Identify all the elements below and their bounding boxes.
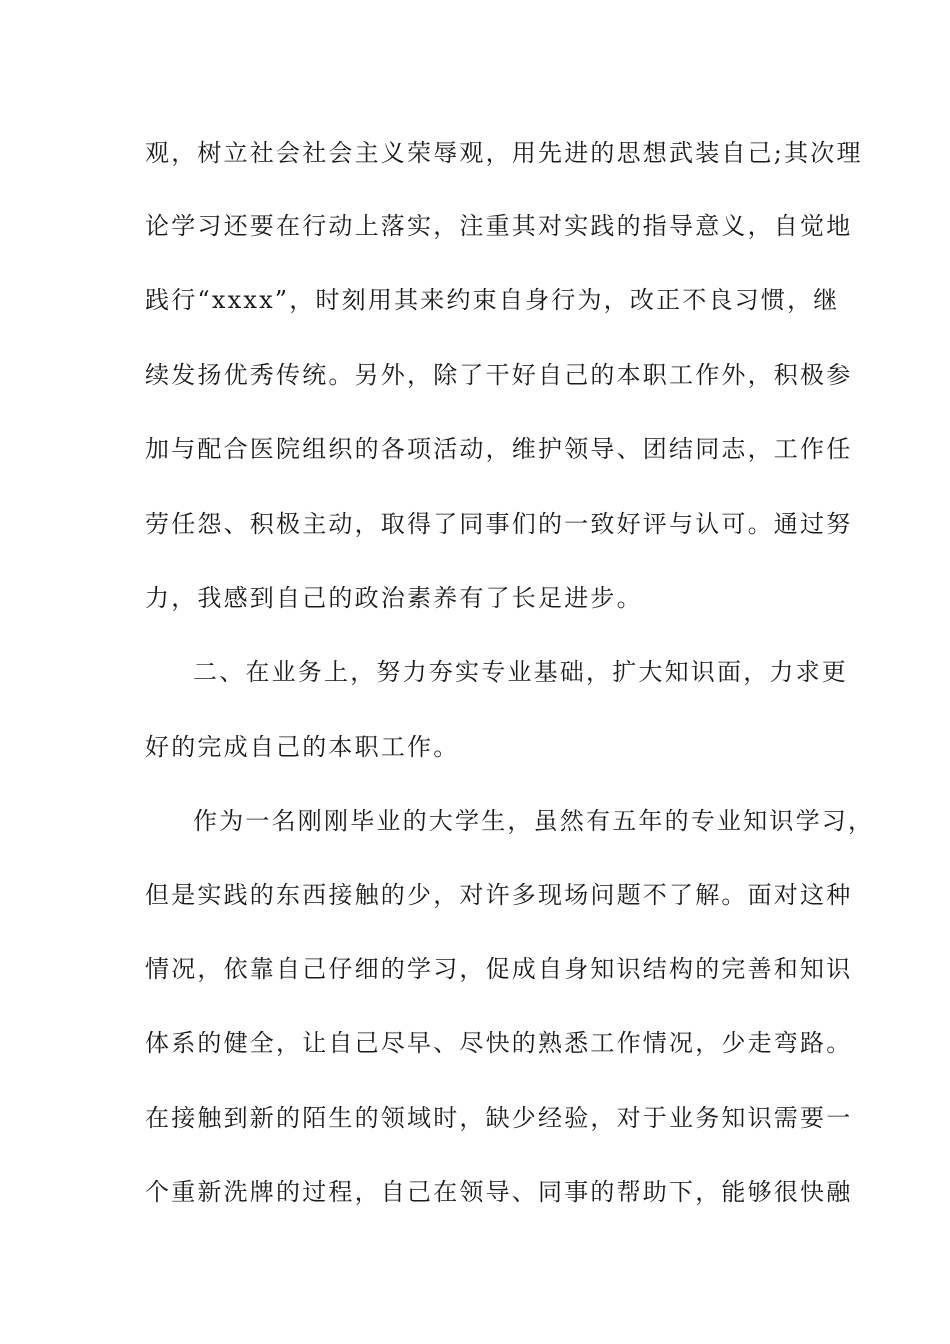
text-line: 践行“xxxx”，时刻用其来约束自身行为，改正不良习惯，继: [145, 286, 840, 314]
text-line: 好的完成自己的本职工作。: [145, 733, 460, 761]
text-line: 个重新洗牌的过程，自己在领导、同事的帮助下，能够很快融: [145, 1178, 853, 1206]
text-line: 观，树立社会社会主义荣辱观，用先进的思想武装自己;其次理: [145, 139, 863, 167]
text-line: 论学习还要在行动上落实，注重其对实践的指导意义，自觉地: [145, 212, 853, 240]
text-line: 体系的健全，让自己尽早、尽快的熟悉工作情况，少走弯路。: [145, 1029, 853, 1057]
text-line: 在接触到新的陌生的领域时，缺少经验，对于业务知识需要一: [145, 1104, 853, 1132]
text-line: 续发扬优秀传统。另外，除了干好自己的本职工作外，积极参: [145, 361, 853, 389]
text-line: 劳任怨、积极主动，取得了同事们的一致好评与认可。通过努: [145, 510, 853, 538]
section-heading: 二、在业务上，努力夯实专业基础，扩大知识面，力求更: [193, 658, 848, 686]
text-line: 加与配合医院组织的各项活动，维护领导、团结同志，工作任: [145, 435, 853, 463]
text-line: 力，我感到自己的政治素养有了长足进步。: [145, 584, 643, 612]
text-line: 但是实践的东西接触的少，对许多现场问题不了解。面对这种: [145, 881, 853, 909]
text-line: 情况，依靠自己仔细的学习，促成自身知识结构的完善和知识: [145, 955, 853, 983]
paragraph-first-line: 作为一名刚刚毕业的大学生，虽然有五年的专业知识学习，: [193, 807, 875, 835]
